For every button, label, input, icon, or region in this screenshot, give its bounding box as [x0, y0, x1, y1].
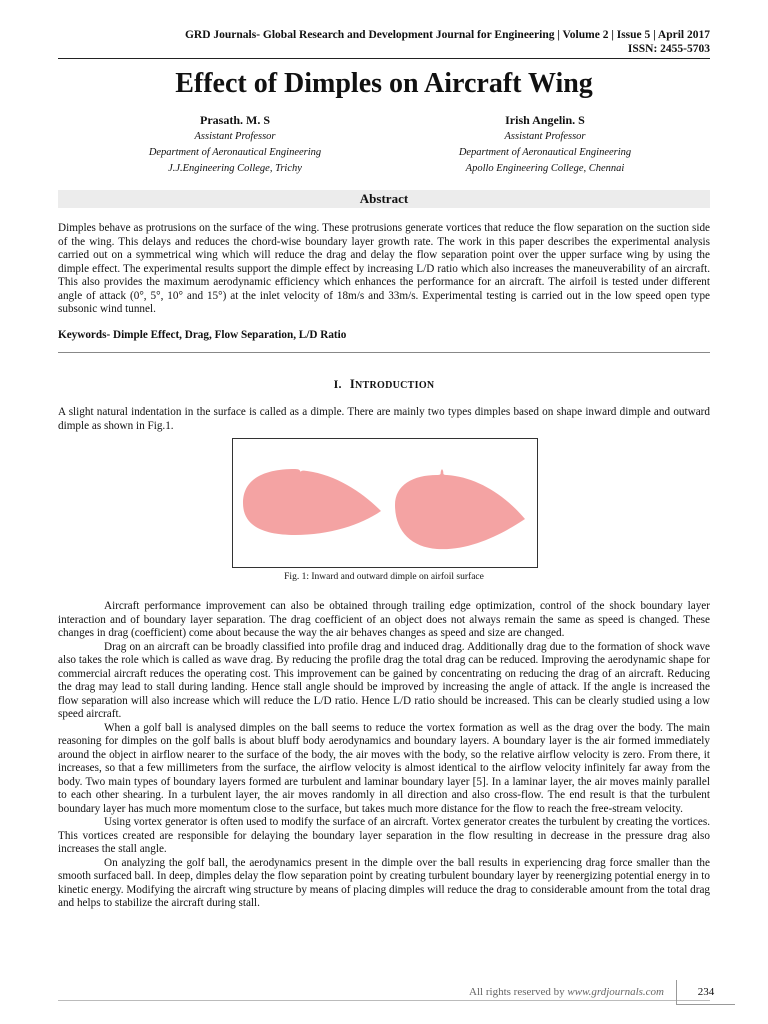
abstract-rule — [58, 352, 710, 353]
footer-rights — [400, 985, 664, 999]
body-paragraph: Using vortex generator is often used to modify the surface of an aircraft. Vortex generator creates the turbulent by creating the vortices. This vortices created are responsible for delaying the boundary layer separation in the flow resulting in decrease in the pressure drag also increases the stall angle. — [58, 816, 710, 855]
author-name: Prasath. M. S — [200, 113, 270, 127]
author-position: Assistant Professor — [504, 131, 586, 142]
page-number: 234 — [697, 986, 715, 998]
abstract-heading: Abstract — [359, 191, 409, 206]
author-position: Assistant Professor — [194, 131, 276, 142]
journal-url: www.grdjournals.com — [567, 986, 664, 998]
author-block — [85, 112, 385, 177]
outward-dimple-airfoil — [395, 469, 525, 549]
paper-title: Effect of Dimples on Aircraft Wing — [175, 68, 593, 99]
body-paragraph: Drag on an aircraft can be broadly classified into profile drag and induced drag. Additionally drag due to the formation of shock wave also takes the role which is called as wave drag. By reducing the profile drag the total drag can be reduced. Improving the aerodynamic shape for commercial aircraft reduces the operating cost. This improvement can be gained by concentrating on reducing the drag of an aircraft. Reducing the drag may lead to stall during landing. Hence stall angle should be improved by increasing the angle of attack. If the angle is increased the flow separation will also increase which will reduce the L/D ratio. Hence L/D ratio should be increased. This can be clearly studied using a low speed aircraft. — [58, 640, 710, 720]
footer-rule — [58, 1000, 710, 1001]
issn-label: ISSN: 2455-5703 — [627, 43, 710, 55]
section-title-initial: I — [349, 377, 356, 391]
author-institution: J.J.Engineering College, Trichy — [168, 163, 302, 174]
abstract-text: Dimples behave as protrusions on the surface of the wing. These protrusions generate vortices that reduce the flow separation on the suction side of the wing. This delays and reduces the chord-wise boundary layer growth rate. The work in this paper describes the experimental analysis carried out on a symmetrical wing which will reduce the drag and delay the flow separation point over the upper surface wing by using the dimple effect. The experimental results support the dimple effect by increasing L/D ratio which also increases the maneuverability of an aircraft. This also provides the maximum aerodynamic efficiency which enhances the performance for an aircraft. The airfoil is tested under different angle of attack (0°, 5°, 10° and 15°) at the inlet velocity of 18m/s and 33m/s. Experimental testing is carried out in the low speed open type subsonic wind tunnel. — [58, 222, 710, 315]
rights-label: All rights reserved by — [469, 986, 565, 998]
author-institution: Apollo Engineering College, Chennai — [465, 163, 625, 174]
figure-caption: Fig. 1: Inward and outward dimple on airfoil surface — [284, 572, 484, 582]
body-paragraph: On analyzing the golf ball, the aerodynamics present in the dimple over the ball results in experiencing drag force smaller than the smooth surfaced ball. In deep, dimples delay the flow separation point by creating turbulent boundary layer by reenergizing potential energy in to kinetic energy. Modifying the aircraft wing structure by means of placing dimples will reduce the drag to considerable amount from the total drag and helps to stabilize the aircraft during stall. — [58, 856, 710, 909]
author-department: Department of Aeronautical Engineering — [458, 147, 632, 158]
intro-paragraph: A slight natural indentation in the surface is called as a dimple. There are mainly two types dimples based on shape inward dimple and outward dimple as shown in Fig.1. — [58, 406, 710, 432]
author-name: Irish Angelin. S — [505, 113, 585, 127]
figure-dimple-airfoils — [232, 438, 538, 568]
author-block — [395, 112, 695, 177]
keywords: Keywords- Dimple Effect, Drag, Flow Separation, L/D Ratio — [58, 329, 347, 341]
section-heading — [0, 376, 768, 394]
body-paragraph: When a golf ball is analysed dimples on the ball seems to reduce the vortex formation as well as the drag over the body. The main reasoning for dimples on the golf balls is about bluff body aerodynamics and boundary layers. A boundary layer is the air formed immediately around the object in airflow nearer to the surface of the body, the air moves with the body, so the relative airflow velocity is zero. From there, it increases, so that a few millimeters from the surface, the airflow velocity is almost identical to the airflow velocity infinitely far away from the body. Two main types of boundary layers formed are turbulent and laminar boundary layer [5]. In a laminar layer, the air moves mainly parallel to each other shearing. In a turbulent layer, the air moves randomly in all direction and also cross-flow. The end result is that the turbulent boundary layer has much more momentum close to the surface, but takes much more distance for the flow to reach the free-stream velocity. — [58, 721, 710, 815]
section-title-rest: NTRODUCTION — [355, 380, 435, 391]
inward-dimple-airfoil — [243, 469, 381, 535]
section-number: I. — [333, 377, 342, 391]
journal-header: GRD Journals- Global Research and Development Journal for Engineering | Volume 2 | Issue 5 | April 2017 — [184, 29, 710, 41]
header-rule — [58, 58, 710, 59]
airfoil-illustration — [233, 439, 537, 567]
body-text — [58, 600, 710, 911]
author-department: Department of Aeronautical Engineering — [148, 147, 322, 158]
body-paragraph: Aircraft performance improvement can also be obtained through trailing edge optimization, control of the shock boundary layer interaction and of boundary layer separation. The drag coefficient of an object does not always remain the same as speed is changed. These changes in drag (coefficient) come about because the way the air behaves changes as speed and size are changed. — [58, 600, 710, 639]
